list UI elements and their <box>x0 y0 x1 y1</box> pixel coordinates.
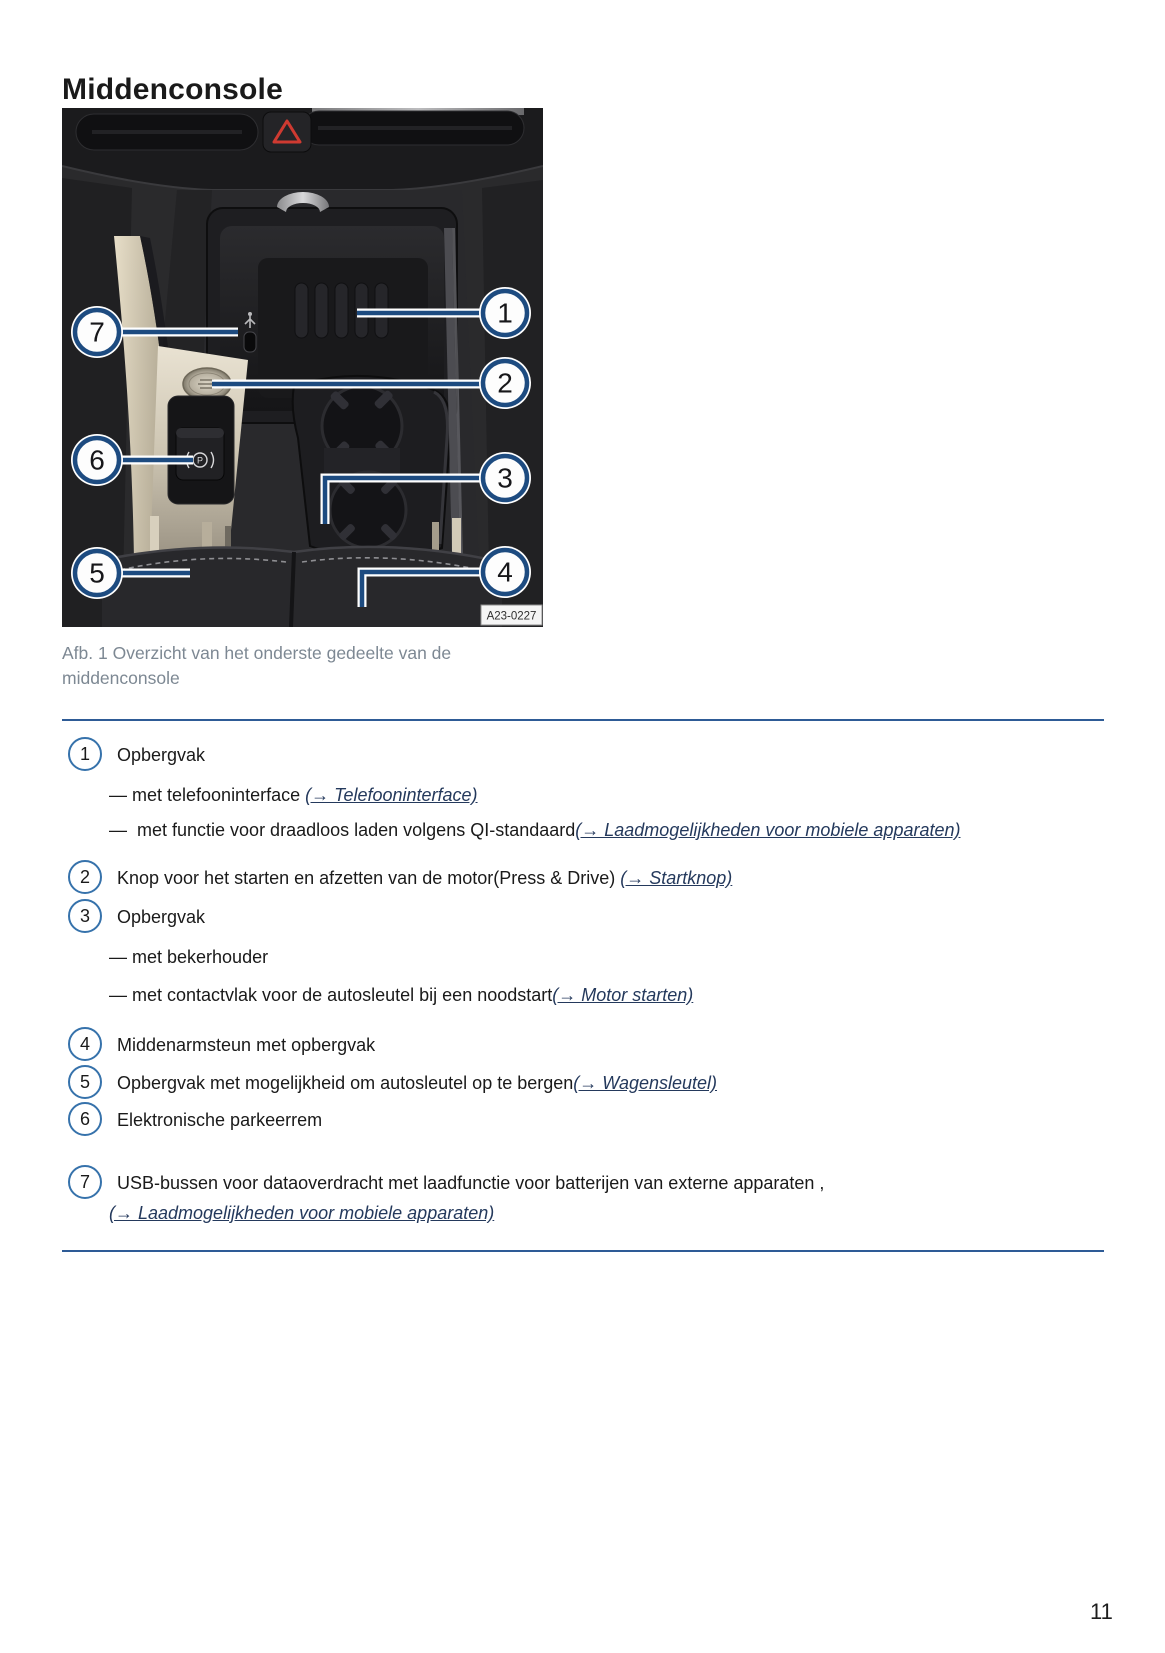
legend-text: — met telefooninterface (→ Telefooninterface) <box>109 785 478 805</box>
legend-item-5 <box>62 1071 1122 1095</box>
legend-item-4 <box>62 1033 1122 1057</box>
armrest <box>102 547 502 627</box>
legend-subitem <box>62 1201 1122 1225</box>
callout-number: 6 <box>89 444 105 476</box>
cross-reference-link[interactable]: (→ Laadmogelijkheden voor mobiele apparaten) <box>575 820 961 840</box>
legend-subitem <box>62 983 1122 1007</box>
legend-text: — met functie voor draadloos laden volgens QI-standaard(→ Laadmogelijkheden voor mobiele apparaten) <box>109 820 961 840</box>
legend-number-badge: 5 <box>68 1065 102 1099</box>
svg-text:P: P <box>196 455 204 466</box>
callout-number: 7 <box>89 316 105 348</box>
parking-brake-switch <box>168 396 234 504</box>
legend-number-badge: 7 <box>68 1165 102 1199</box>
legend-text: Opbergvak met mogelijkheid om autosleutel op te bergen(→ Wagensleutel) <box>117 1073 718 1093</box>
callout-number: 2 <box>497 367 513 399</box>
divider-top <box>62 719 1104 721</box>
legend-item-3 <box>62 905 1122 929</box>
legend-subitem <box>62 945 1122 969</box>
legend-text: — met bekerhouder <box>109 947 269 967</box>
callout-number: 5 <box>89 557 105 589</box>
figure-caption: Afb. 1 Overzicht van het onderste gedeelte van de middenconsole <box>62 643 452 688</box>
cupholder <box>293 376 451 559</box>
legend-item-6 <box>62 1108 1122 1132</box>
callout-number: 4 <box>497 556 513 588</box>
legend-text: — met contactvlak voor de autosleutel bij een noodstart(→ Motor starten) <box>109 985 694 1005</box>
legend-item-1 <box>62 743 1122 767</box>
image-code: A23-0227 <box>486 610 537 623</box>
cross-reference-link[interactable]: (→ Startknop) <box>620 868 733 888</box>
page-number: 11 <box>1090 1599 1113 1624</box>
callout-number: 1 <box>497 297 513 329</box>
legend-text: Opbergvak <box>117 907 206 927</box>
legend-text: Knop voor het starten en afzetten van de motor(Press & Drive) (→ Startknop) <box>117 868 733 888</box>
callout-number: 3 <box>497 462 513 494</box>
legend-text: Elektronische parkeerrem <box>117 1110 323 1130</box>
legend-number-badge: 3 <box>68 899 102 933</box>
legend-number-badge: 4 <box>68 1027 102 1061</box>
legend-number-badge: 1 <box>68 737 102 771</box>
legend-number-badge: 6 <box>68 1102 102 1136</box>
console-figure <box>62 108 543 627</box>
legend-subitem <box>62 818 1122 842</box>
dashboard <box>62 108 543 190</box>
legend-item-2 <box>62 866 1122 890</box>
image-code-plate <box>481 605 542 625</box>
legend-text: USB-bussen voor dataoverdracht met laadfunctie voor batterijen van externe apparaten , <box>117 1173 825 1193</box>
legend-text <box>109 1201 1122 1225</box>
cross-reference-link[interactable]: (→ Laadmogelijkheden voor mobiele apparaten) <box>109 1203 495 1223</box>
cross-reference-link[interactable]: (→ Motor starten) <box>552 985 694 1005</box>
legend-number-badge: 2 <box>68 860 102 894</box>
legend-item-7 <box>62 1171 1122 1195</box>
legend-text: Middenarmsteun met opbergvak <box>117 1035 376 1055</box>
console-photo <box>62 108 543 627</box>
cross-reference-link[interactable]: (→ Wagensleutel) <box>573 1073 718 1093</box>
divider-bottom <box>62 1250 1104 1252</box>
cross-reference-link[interactable]: (→ Telefooninterface) <box>305 785 478 805</box>
legend-text: Opbergvak <box>117 745 206 765</box>
hazard-light-button <box>263 112 311 152</box>
legend-subitem <box>62 783 1122 807</box>
page-title: Middenconsole <box>62 73 283 107</box>
